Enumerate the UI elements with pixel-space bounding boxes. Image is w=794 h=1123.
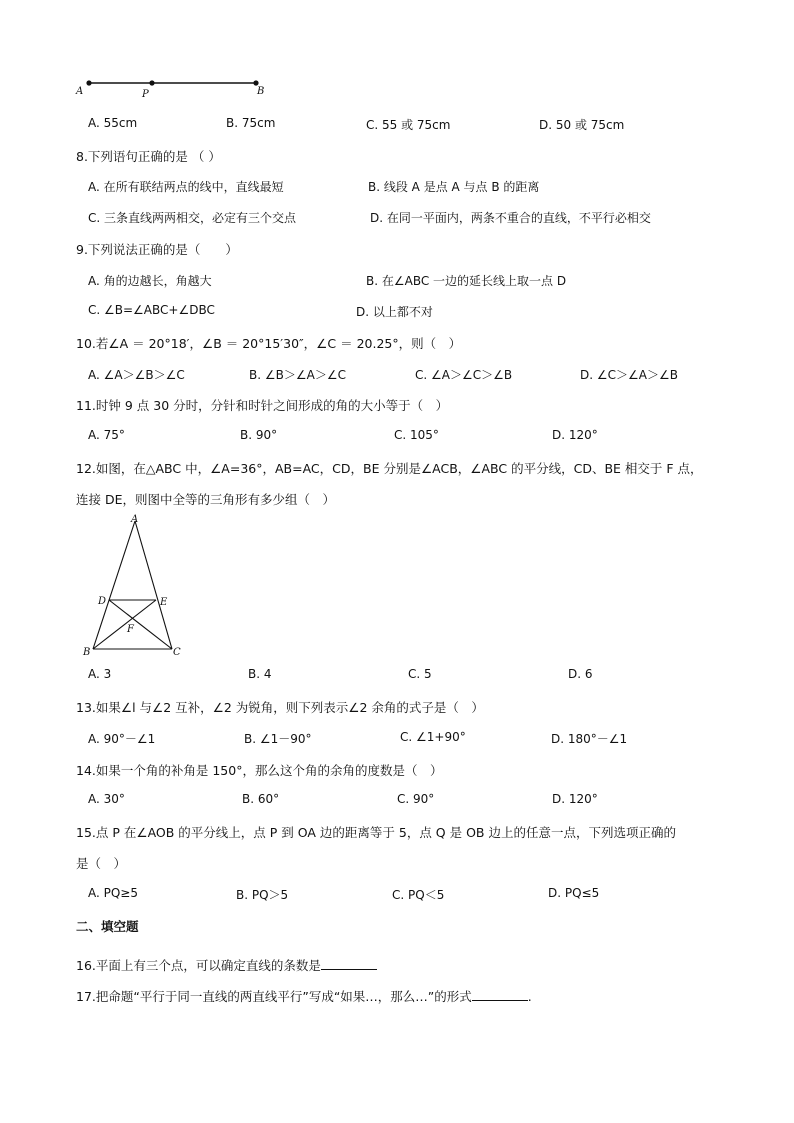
point-p [149,80,154,85]
q8-option-d[interactable]: D. 在同一平面内，两条不重合的直线，不平行必相交 [370,211,651,225]
label-vertex-b: B [83,647,91,658]
q10-option-d[interactable]: D. ∠C＞∠A＞∠B [580,368,678,382]
q14-option-c[interactable]: C. 90° [397,792,435,806]
q8-stem: 8.下列语句正确的是 （ ） [76,149,221,164]
q15-option-a[interactable]: A. PQ≥5 [88,886,138,900]
q10-option-a[interactable]: A. ∠A＞∠B＞∠C [88,368,185,382]
point-b [253,80,258,85]
q16-answer-blank[interactable] [321,957,377,970]
q13-option-c[interactable]: C. ∠1+90° [400,730,466,744]
q17-stem: 17.把命题“平行于同一直线的两直线平行”写成“如果…，那么…”的形式 [76,989,472,1004]
q9-option-d[interactable]: D. 以上都不对 [356,305,433,319]
q13-stem: 13.如果∠l 与∠2 互补，∠2 为锐角，则下列表示∠2 余角的式子是（ ） [76,700,484,715]
q9-option-b[interactable]: B. 在∠ABC 一边的延长线上取一点 D [366,274,567,288]
q17-answer-blank[interactable] [472,988,528,1001]
q9-stem: 9.下列说法正确的是（ ） [76,242,238,257]
q7-option-c[interactable]: C. 55 或 75cm [366,118,451,132]
q15-stem-line1: 15.点 P 在∠AOB 的平分线上，点 P 到 OA 边的距离等于 5，点 Q 是 OB 边上的任意一点，下列选项正确的 [76,825,676,840]
label-vertex-c: C [173,647,181,658]
segment-figure [70,74,280,100]
segment-be [93,600,156,649]
label-vertex-f: F [127,624,134,635]
triangle-figure [80,513,190,659]
q9-option-c[interactable]: C. ∠B=∠ABC+∠DBC [88,303,215,317]
q14-option-b[interactable]: B. 60° [242,792,280,806]
q12-option-c[interactable]: C. 5 [408,667,432,681]
section-heading-fill-in: 二、填空题 [76,919,139,934]
q12-option-a[interactable]: A. 3 [88,667,112,681]
q11-option-b[interactable]: B. 90° [240,428,278,442]
label-b: B [257,86,265,97]
label-vertex-e: E [160,597,168,608]
q13-option-b[interactable]: B. ∠1－90° [244,732,312,746]
q12-option-b[interactable]: B. 4 [248,667,272,681]
q7-option-b[interactable]: B. 75cm [226,116,276,130]
q12-stem-line2: 连接 DE，则图中全等的三角形有多少组（ ） [76,492,335,507]
q12-stem-line1: 12.如图，在△ABC 中，∠A=36°，AB=AC，CD，BE 分别是∠ACB，∠ABC 的平分线，CD、BE 相交于 F 点， [76,461,703,476]
q14-option-d[interactable]: D. 120° [552,792,598,806]
q12-option-d[interactable]: D. 6 [568,667,593,681]
q7-option-a[interactable]: A. 55cm [88,116,138,130]
q16-stem: 16.平面上有三个点，可以确定直线的条数是 [76,958,321,973]
q10-stem: 10.若∠A ＝ 20°18′，∠B ＝ 20°15′30″，∠C ＝ 20.25°，则（ ） [76,336,462,351]
label-vertex-d: D [98,596,107,607]
label-a: A [76,86,84,97]
q13-option-d[interactable]: D. 180°－∠1 [551,732,628,746]
q15-option-c[interactable]: C. PQ＜5 [392,888,445,902]
q8-option-b[interactable]: B. 线段 A 是点 A 与点 B 的距离 [368,180,540,194]
q17-end-mark: . [527,989,532,1004]
q15-stem-line2: 是（ ） [76,856,127,871]
q14-stem: 14.如果一个角的补角是 150°，那么这个角的余角的度数是（ ） [76,763,443,778]
q11-option-c[interactable]: C. 105° [394,428,439,442]
label-vertex-a: A [131,514,139,525]
q14-option-a[interactable]: A. 30° [88,792,125,806]
point-a [86,80,91,85]
q8-option-c[interactable]: C. 三条直线两两相交，必定有三个交点 [88,211,297,225]
q11-option-d[interactable]: D. 120° [552,428,598,442]
side-ac [135,521,172,649]
q13-option-a[interactable]: A. 90°－∠1 [88,732,156,746]
q15-option-b[interactable]: B. PQ＞5 [236,888,289,902]
q11-stem: 11.时钟 9 点 30 分时，分针和时针之间形成的角的大小等于（ ） [76,398,449,413]
q15-option-d[interactable]: D. PQ≤5 [548,886,600,900]
q10-option-c[interactable]: C. ∠A＞∠C＞∠B [415,368,513,382]
label-p: P [142,89,149,100]
q9-option-a[interactable]: A. 角的边越长，角越大 [88,274,212,288]
q7-option-d[interactable]: D. 50 或 75cm [539,118,625,132]
q10-option-b[interactable]: B. ∠B＞∠A＞∠C [249,368,346,382]
q11-option-a[interactable]: A. 75° [88,428,125,442]
q8-option-a[interactable]: A. 在所有联结两点的线中，直线最短 [88,180,284,194]
q16-row [76,956,377,974]
q17-row [76,987,532,1005]
